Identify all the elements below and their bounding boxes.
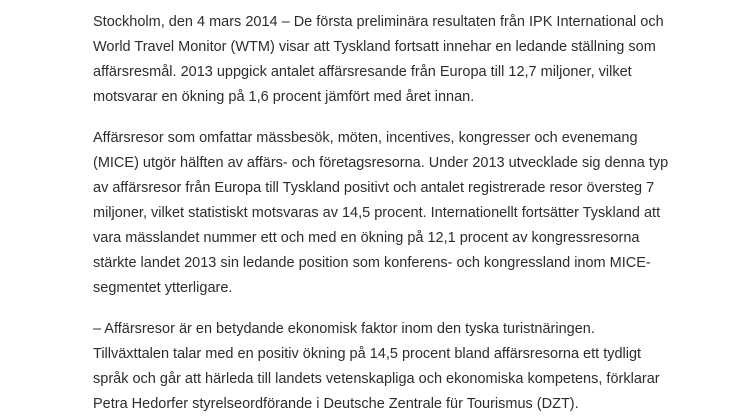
document-text xyxy=(93,10,683,419)
text-line: Affärsresor som omfattar mässbesök, möten, incentives, kongresser och evenemang xyxy=(93,130,638,146)
text-line: (MICE) utgör hälften av affärs- och företagsresorna. Under 2013 utvecklade sig denna typ xyxy=(93,155,669,171)
text-line: Petra Hedorfer styrelseordförande i Deutsche Zentrale für Tourismus (DZT). xyxy=(93,396,579,412)
text-line: Tillväxttalen talar med en positiv ökning på 14,5 procent bland affärsresorna ett tydligt xyxy=(93,346,642,362)
text-line: – Affärsresor är en betydande ekonomisk faktor inom den tyska turistnäringen. xyxy=(93,321,595,337)
paragraph-mice xyxy=(93,126,683,301)
text-line: motsvarar en ökning på 1,6 procent jämfört med året innan. xyxy=(93,89,475,105)
text-line: stärkte landet 2013 sin ledande position som konferens- och kongressland inom MICE- xyxy=(93,255,651,271)
text-line: av affärsresor från Europa till Tyskland positivt och antalet registrerade resor översteg 7 xyxy=(93,180,655,196)
text-line: segmentet ytterligare. xyxy=(93,280,233,296)
text-line: språk och går att härleda till landets vetenskapliga och ekonomiska kompetens, förklarar xyxy=(93,371,660,387)
text-line: Stockholm, den 4 mars 2014 – De första preliminära resultaten från IPK International och xyxy=(93,14,664,30)
text-line: affärsresmål. 2013 uppgick antalet affärsresande från Europa till 12,7 miljoner, vilket xyxy=(93,64,632,80)
text-line: miljoner, vilket statistiskt motsvaras av 14,5 procent. Internationellt fortsätter Tyskland att xyxy=(93,205,661,221)
text-line: World Travel Monitor (WTM) visar att Tyskland fortsatt innehar en ledande ställning som xyxy=(93,39,656,55)
paragraph-intro xyxy=(93,10,683,110)
paragraph-quote xyxy=(93,317,683,417)
text-line: vara mässlandet nummer ett och med en ökning på 12,1 procent av kongressresorna xyxy=(93,230,640,246)
